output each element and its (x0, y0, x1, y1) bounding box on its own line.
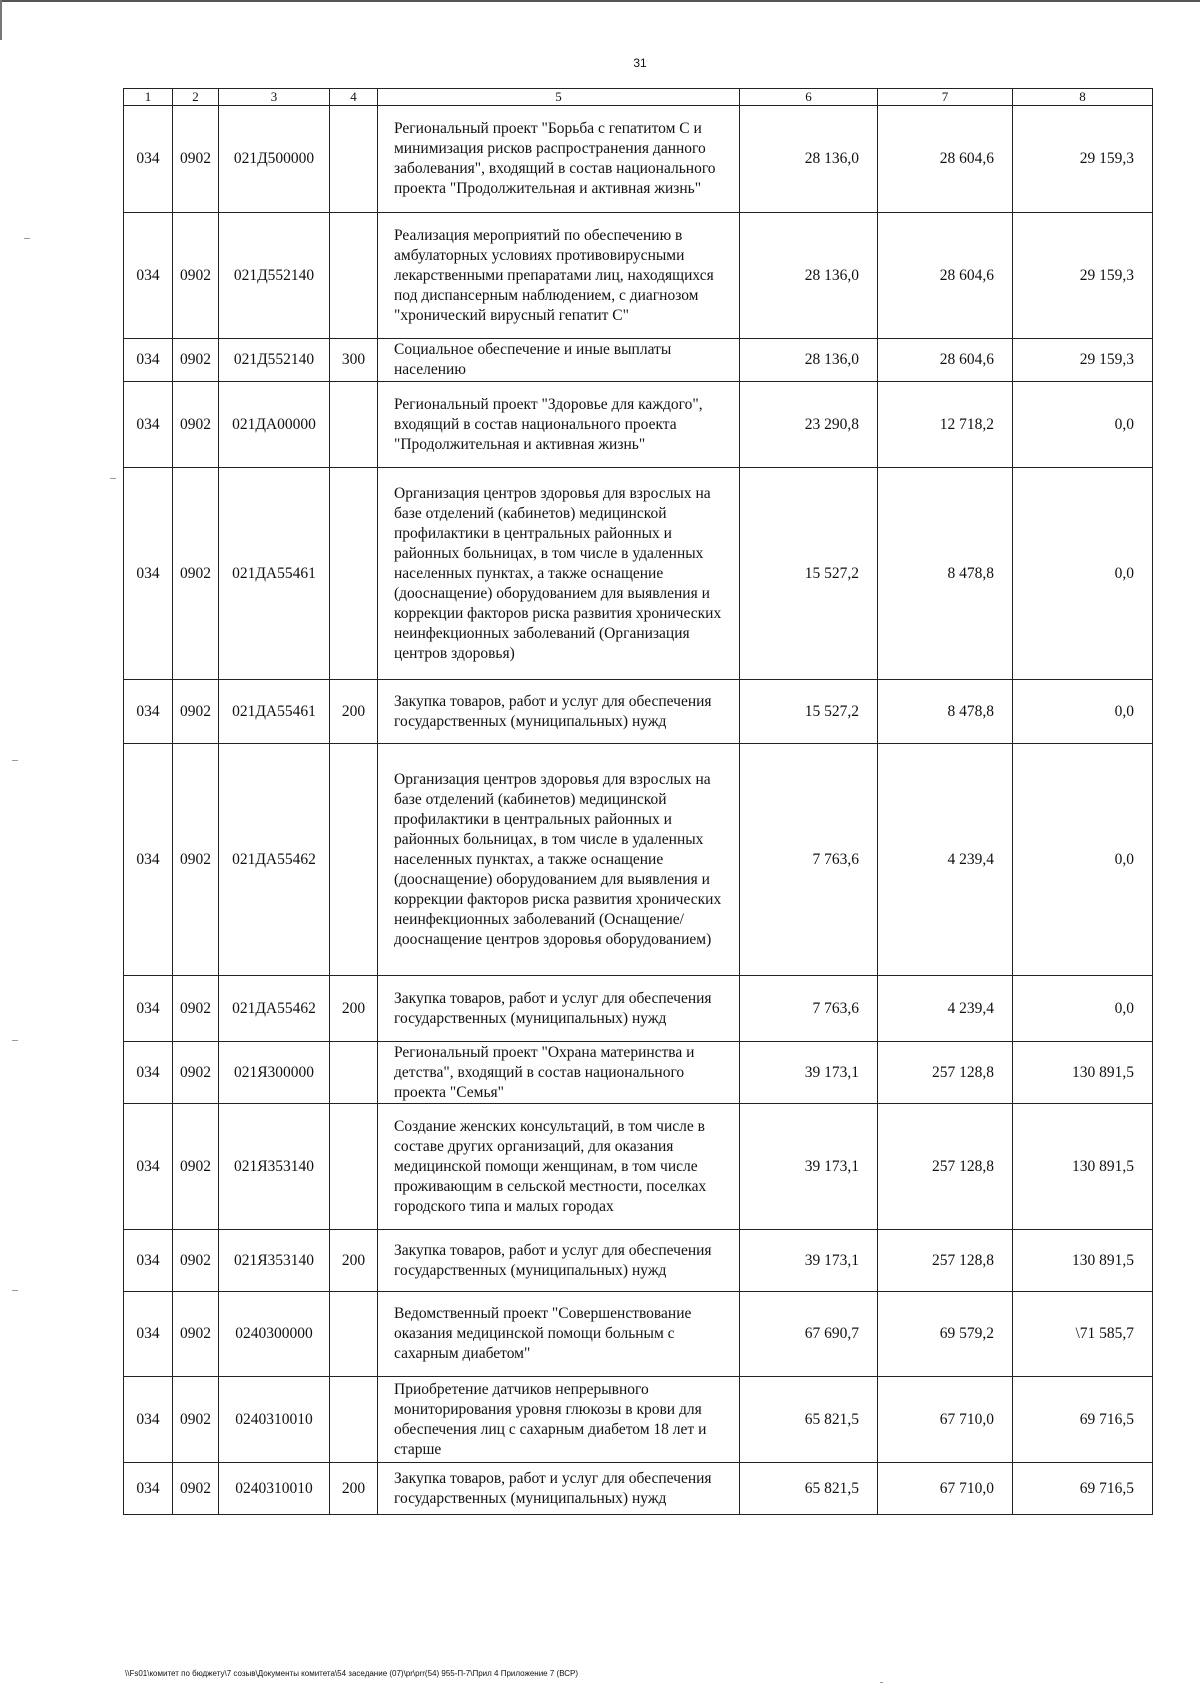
cell-amount-1: 7 763,6 (740, 744, 878, 976)
col-header: 5 (378, 89, 740, 106)
cell-name: Региональный проект "Охрана материнства и детства", входящий в состав национального проекта "Семья" (378, 1042, 740, 1104)
cell-expense-type (330, 468, 378, 680)
col-header: 1 (124, 89, 173, 106)
cell-name: Закупка товаров, работ и услуг для обеспечения государственных (муниципальных) нужд (378, 976, 740, 1042)
cell-target-code: 021Д552140 (219, 339, 330, 382)
cell-amount-2: 67 710,0 (878, 1377, 1013, 1463)
cell-amount-1: 39 173,1 (740, 1042, 878, 1104)
cell-amount-3: 0,0 (1013, 382, 1153, 468)
table-row (124, 106, 1153, 213)
cell-ministry-code: 034 (124, 382, 173, 468)
cell-target-code: 0240310010 (219, 1463, 330, 1515)
cell-section-code: 0902 (173, 1463, 219, 1515)
cell-target-code: 021ДА55461 (219, 680, 330, 744)
cell-amount-3: 130 891,5 (1013, 1230, 1153, 1292)
cell-amount-2: 69 579,2 (878, 1292, 1013, 1377)
cell-amount-1: 23 290,8 (740, 382, 878, 468)
cell-amount-2: 257 128,8 (878, 1104, 1013, 1230)
cell-amount-2: 4 239,4 (878, 744, 1013, 976)
scan-dot (880, 1682, 883, 1683)
cell-name: Региональный проект "Борьба с гепатитом С и минимизация рисков распространения данного заболевания", входящий в состав национального проекта "Продолжительная и активная жизнь" (378, 106, 740, 213)
cell-ministry-code: 034 (124, 1042, 173, 1104)
cell-target-code: 021ДА55461 (219, 468, 330, 680)
cell-amount-2: 67 710,0 (878, 1463, 1013, 1515)
scan-dot (110, 478, 116, 479)
cell-amount-1: 15 527,2 (740, 680, 878, 744)
cell-ministry-code: 034 (124, 1463, 173, 1515)
cell-amount-1: 7 763,6 (740, 976, 878, 1042)
cell-name: Ведомственный проект "Совершенствование оказания медицинской помощи больным с сахарным диабетом" (378, 1292, 740, 1377)
cell-target-code: 021Д500000 (219, 106, 330, 213)
col-header: 8 (1013, 89, 1153, 106)
cell-name: Закупка товаров, работ и услуг для обеспечения государственных (муниципальных) нужд (378, 1463, 740, 1515)
cell-amount-3: 29 159,3 (1013, 339, 1153, 382)
scan-dot (12, 760, 18, 761)
cell-section-code: 0902 (173, 1042, 219, 1104)
page-number: 31 (633, 56, 647, 70)
cell-amount-3: 69 716,5 (1013, 1463, 1153, 1515)
cell-section-code: 0902 (173, 1104, 219, 1230)
cell-target-code: 021Я353140 (219, 1230, 330, 1292)
cell-section-code: 0902 (173, 976, 219, 1042)
cell-amount-3: 29 159,3 (1013, 106, 1153, 213)
cell-expense-type (330, 1377, 378, 1463)
cell-amount-2: 28 604,6 (878, 213, 1013, 339)
cell-section-code: 0902 (173, 106, 219, 213)
cell-section-code: 0902 (173, 1230, 219, 1292)
cell-ministry-code: 034 (124, 1292, 173, 1377)
cell-section-code: 0902 (173, 213, 219, 339)
cell-name: Региональный проект "Здоровье для каждого", входящий в состав национального проекта "Продолжительная и активная жизнь" (378, 382, 740, 468)
table-row (124, 1104, 1153, 1230)
table-row (124, 1042, 1153, 1104)
cell-amount-1: 65 821,5 (740, 1377, 878, 1463)
col-header: 6 (740, 89, 878, 106)
cell-target-code: 021Д552140 (219, 213, 330, 339)
cell-expense-type: 200 (330, 1463, 378, 1515)
cell-section-code: 0902 (173, 1377, 219, 1463)
table-row (124, 339, 1153, 382)
cell-ministry-code: 034 (124, 468, 173, 680)
cell-amount-2: 28 604,6 (878, 339, 1013, 382)
cell-target-code: 021ДА55462 (219, 976, 330, 1042)
col-header: 2 (173, 89, 219, 106)
cell-target-code: 021ДА00000 (219, 382, 330, 468)
cell-name: Закупка товаров, работ и услуг для обеспечения государственных (муниципальных) нужд (378, 680, 740, 744)
cell-expense-type (330, 1292, 378, 1377)
cell-ministry-code: 034 (124, 976, 173, 1042)
cell-expense-type: 200 (330, 680, 378, 744)
scan-dot (24, 238, 30, 239)
cell-amount-1: 28 136,0 (740, 106, 878, 213)
cell-target-code: 0240300000 (219, 1292, 330, 1377)
cell-expense-type (330, 106, 378, 213)
cell-expense-type: 200 (330, 976, 378, 1042)
cell-expense-type: 200 (330, 1230, 378, 1292)
table-row (124, 1377, 1153, 1463)
cell-amount-1: 28 136,0 (740, 213, 878, 339)
cell-ministry-code: 034 (124, 744, 173, 976)
table-row (124, 744, 1153, 976)
cell-name: Приобретение датчиков непрерывного мониторирования уровня глюкозы в крови для обеспечения лиц с сахарным диабетом 18 лет и старше (378, 1377, 740, 1463)
header-row (124, 89, 1153, 106)
cell-amount-1: 15 527,2 (740, 468, 878, 680)
cell-amount-2: 12 718,2 (878, 382, 1013, 468)
cell-amount-3: 0,0 (1013, 680, 1153, 744)
table-row (124, 976, 1153, 1042)
scan-edge-mark (0, 0, 2, 40)
cell-section-code: 0902 (173, 744, 219, 976)
cell-amount-3: 29 159,3 (1013, 213, 1153, 339)
cell-expense-type (330, 382, 378, 468)
col-header: 7 (878, 89, 1013, 106)
col-header: 3 (219, 89, 330, 106)
cell-amount-2: 4 239,4 (878, 976, 1013, 1042)
cell-target-code: 021Я300000 (219, 1042, 330, 1104)
cell-target-code: 021Я353140 (219, 1104, 330, 1230)
cell-expense-type (330, 213, 378, 339)
cell-ministry-code: 034 (124, 1230, 173, 1292)
cell-section-code: 0902 (173, 1292, 219, 1377)
cell-ministry-code: 034 (124, 213, 173, 339)
cell-ministry-code: 034 (124, 339, 173, 382)
cell-ministry-code: 034 (124, 1104, 173, 1230)
cell-name: Организация центров здоровья для взрослых на базе отделений (кабинетов) медицинской профилактики в центральных районных и районных больницах, в том числе в удаленных населенных пунктах, а также оснащение (дооснащение) оборудованием для выявления и коррекции факторов риска развития хронических неинфекционных заболеваний (Оснащение/дооснащение центров здоровья оборудованием) (378, 744, 740, 976)
cell-amount-3: 0,0 (1013, 976, 1153, 1042)
cell-name: Социальное обеспечение и иные выплаты населению (378, 339, 740, 382)
table-row (124, 1230, 1153, 1292)
cell-amount-3: \71 585,7 (1013, 1292, 1153, 1377)
cell-amount-1: 39 173,1 (740, 1230, 878, 1292)
cell-amount-2: 8 478,8 (878, 680, 1013, 744)
cell-amount-2: 28 604,6 (878, 106, 1013, 213)
cell-name: Реализация мероприятий по обеспечению в амбулаторных условиях противовирусными лекарственными препаратами лиц, находящихся под диспансерным наблюдением, с диагнозом "хронический вирусный гепатит С" (378, 213, 740, 339)
table-row (124, 213, 1153, 339)
table-row (124, 382, 1153, 468)
scan-edge-line (0, 0, 1200, 2)
cell-amount-3: 130 891,5 (1013, 1042, 1153, 1104)
cell-amount-2: 257 128,8 (878, 1230, 1013, 1292)
cell-section-code: 0902 (173, 339, 219, 382)
scan-dot (12, 1040, 18, 1041)
cell-amount-2: 8 478,8 (878, 468, 1013, 680)
cell-name: Организация центров здоровья для взрослых на базе отделений (кабинетов) медицинской профилактики в центральных районных и районных больницах, в том числе в удаленных населенных пунктах, а также оснащение (дооснащение) оборудованием для выявления и коррекции факторов риска развития хронических неинфекционных заболеваний (Организация центров здоровья) (378, 468, 740, 680)
cell-amount-2: 257 128,8 (878, 1042, 1013, 1104)
cell-amount-3: 0,0 (1013, 744, 1153, 976)
cell-section-code: 0902 (173, 680, 219, 744)
cell-ministry-code: 034 (124, 106, 173, 213)
cell-expense-type (330, 1042, 378, 1104)
table-row (124, 1292, 1153, 1377)
cell-amount-1: 28 136,0 (740, 339, 878, 382)
cell-amount-1: 67 690,7 (740, 1292, 878, 1377)
table-row (124, 680, 1153, 744)
cell-amount-1: 39 173,1 (740, 1104, 878, 1230)
cell-name: Создание женских консультаций, в том числе в составе других организаций, для оказания медицинской помощи женщинам, в том числе проживающим в сельской местности, поселках городского типа и малых городах (378, 1104, 740, 1230)
cell-section-code: 0902 (173, 382, 219, 468)
cell-target-code: 0240310010 (219, 1377, 330, 1463)
cell-ministry-code: 034 (124, 680, 173, 744)
budget-table (123, 88, 1153, 1515)
scan-dot (12, 1290, 18, 1291)
cell-name: Закупка товаров, работ и услуг для обеспечения государственных (муниципальных) нужд (378, 1230, 740, 1292)
cell-expense-type: 300 (330, 339, 378, 382)
cell-amount-3: 69 716,5 (1013, 1377, 1153, 1463)
cell-ministry-code: 034 (124, 1377, 173, 1463)
table-row (124, 1463, 1153, 1515)
cell-expense-type (330, 1104, 378, 1230)
cell-amount-3: 130 891,5 (1013, 1104, 1153, 1230)
cell-section-code: 0902 (173, 468, 219, 680)
cell-amount-3: 0,0 (1013, 468, 1153, 680)
table-row (124, 468, 1153, 680)
cell-expense-type (330, 744, 378, 976)
cell-target-code: 021ДА55462 (219, 744, 330, 976)
footer-file-path: \\Fs01\комитет по бюджету\7 созыв\Документы комитета\54 заседание (07)\pr\prr(54) 955-П-7\Прил 4 Приложение 7 (ВСР) (125, 1669, 579, 1678)
col-header: 4 (330, 89, 378, 106)
cell-amount-1: 65 821,5 (740, 1463, 878, 1515)
